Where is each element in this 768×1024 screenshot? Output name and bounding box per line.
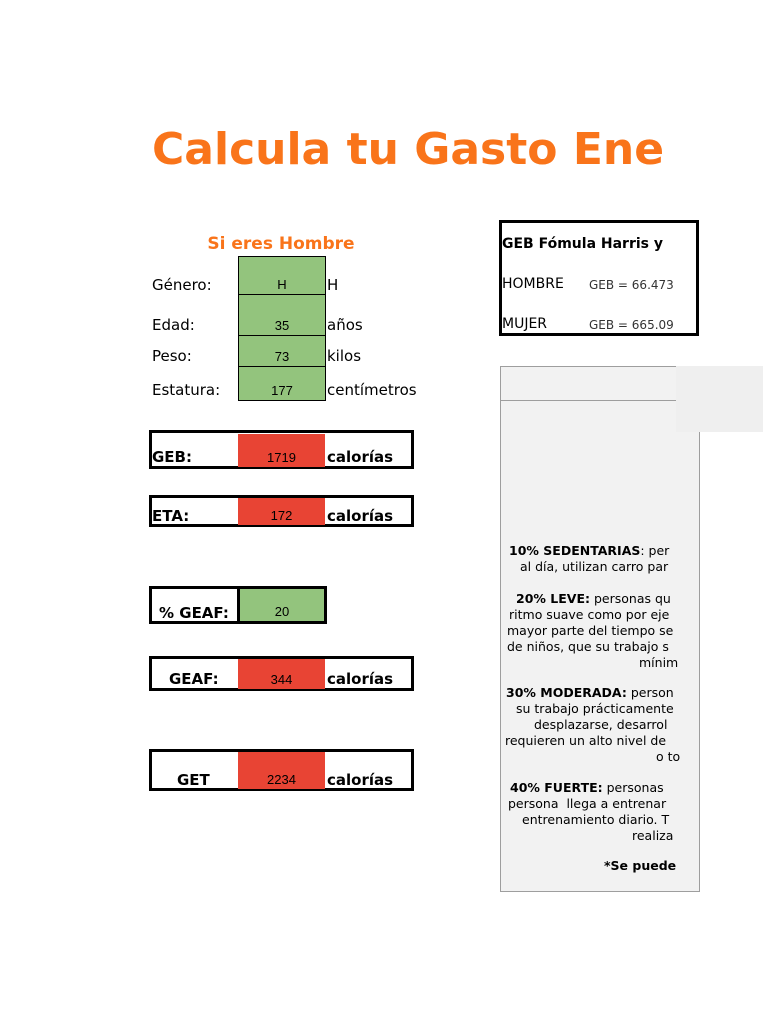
eta-value: 172	[270, 508, 293, 523]
activity-note: *Se puede	[604, 858, 677, 873]
activity-p3: 30% MODERADA: person	[506, 685, 674, 700]
genero-input[interactable]	[238, 256, 326, 295]
geaf-label: GEAF:	[169, 670, 219, 688]
activity-p2-line5: mínim	[639, 655, 679, 670]
hombre-heading: Si eres Hombre	[207, 234, 355, 254]
get-value: 2234	[267, 772, 296, 787]
activity-p4-line4: realiza	[632, 828, 674, 843]
formula-hombre-label: HOMBRE	[502, 276, 564, 292]
geaf-unit: calorías	[327, 670, 394, 688]
geb-value: 1719	[267, 450, 296, 465]
estatura-label: Estatura:	[152, 381, 221, 399]
geaf-pct-input[interactable]	[240, 589, 324, 621]
geb-label: GEB:	[152, 448, 192, 466]
activity-p2: 20% LEVE: personas qu	[516, 591, 671, 606]
activity-panel-header-divider	[500, 400, 700, 401]
activity-p2-line3: mayor parte del tiempo se	[507, 623, 674, 638]
genero-unit: H	[327, 276, 339, 294]
activity-p1-line2: al día, utilizan carro par	[520, 559, 669, 574]
edad-label: Edad:	[152, 316, 195, 334]
estatura-unit: centímetros	[327, 381, 417, 399]
peso-value: 73	[274, 349, 290, 364]
page-title: Calcula tu Gasto Ene	[152, 124, 665, 175]
eta-unit: calorías	[327, 507, 394, 525]
peso-input[interactable]	[238, 335, 326, 367]
geaf-pct-label: % GEAF:	[159, 604, 229, 622]
peso-unit: kilos	[327, 347, 362, 365]
geb-unit: calorías	[327, 448, 394, 466]
activity-p3-line2: su trabajo prácticamente	[516, 701, 674, 716]
activity-p1: 10% SEDENTARIAS: per	[509, 543, 670, 558]
activity-p4-line3: entrenamiento diario. T	[522, 812, 670, 827]
geb-value-cell	[238, 434, 325, 467]
eta-value-cell	[238, 498, 325, 525]
formula-mujer-label: MUJER	[502, 316, 548, 332]
genero-value: H	[277, 277, 287, 292]
activity-p3-line3: desplazarse, desarrol	[534, 717, 668, 732]
formula-heading: GEB Fómula Harris y	[502, 236, 663, 252]
estatura-input[interactable]	[238, 366, 326, 401]
formula-hombre-text: GEB = 66.473	[589, 278, 674, 292]
activity-p3-line5: o to	[656, 749, 681, 764]
edad-unit: años	[327, 316, 363, 334]
geaf-pct-value: 20	[274, 604, 290, 619]
activity-p4-line2: persona llega a entrenar	[508, 796, 667, 811]
eta-label: ETA:	[152, 507, 190, 525]
peso-label: Peso:	[152, 347, 192, 365]
offscreen-gray-area	[676, 366, 763, 432]
get-value-cell	[238, 752, 325, 789]
activity-p3-line4: requieren un alto nivel de	[505, 733, 667, 748]
activity-p2-line2: ritmo suave como por eje	[509, 607, 670, 622]
edad-input[interactable]	[238, 294, 326, 336]
activity-p2-line4: de niños, que su trabajo s	[507, 639, 669, 654]
genero-label: Género:	[152, 276, 212, 294]
geaf-value: 344	[270, 672, 293, 687]
get-unit: calorías	[327, 771, 394, 789]
estatura-value: 177	[271, 383, 293, 398]
get-label: GET	[177, 771, 210, 789]
activity-p4: 40% FUERTE: personas	[510, 780, 664, 795]
edad-value: 35	[274, 318, 290, 333]
geaf-value-cell	[238, 659, 325, 689]
formula-mujer-text: GEB = 665.09	[589, 318, 674, 332]
